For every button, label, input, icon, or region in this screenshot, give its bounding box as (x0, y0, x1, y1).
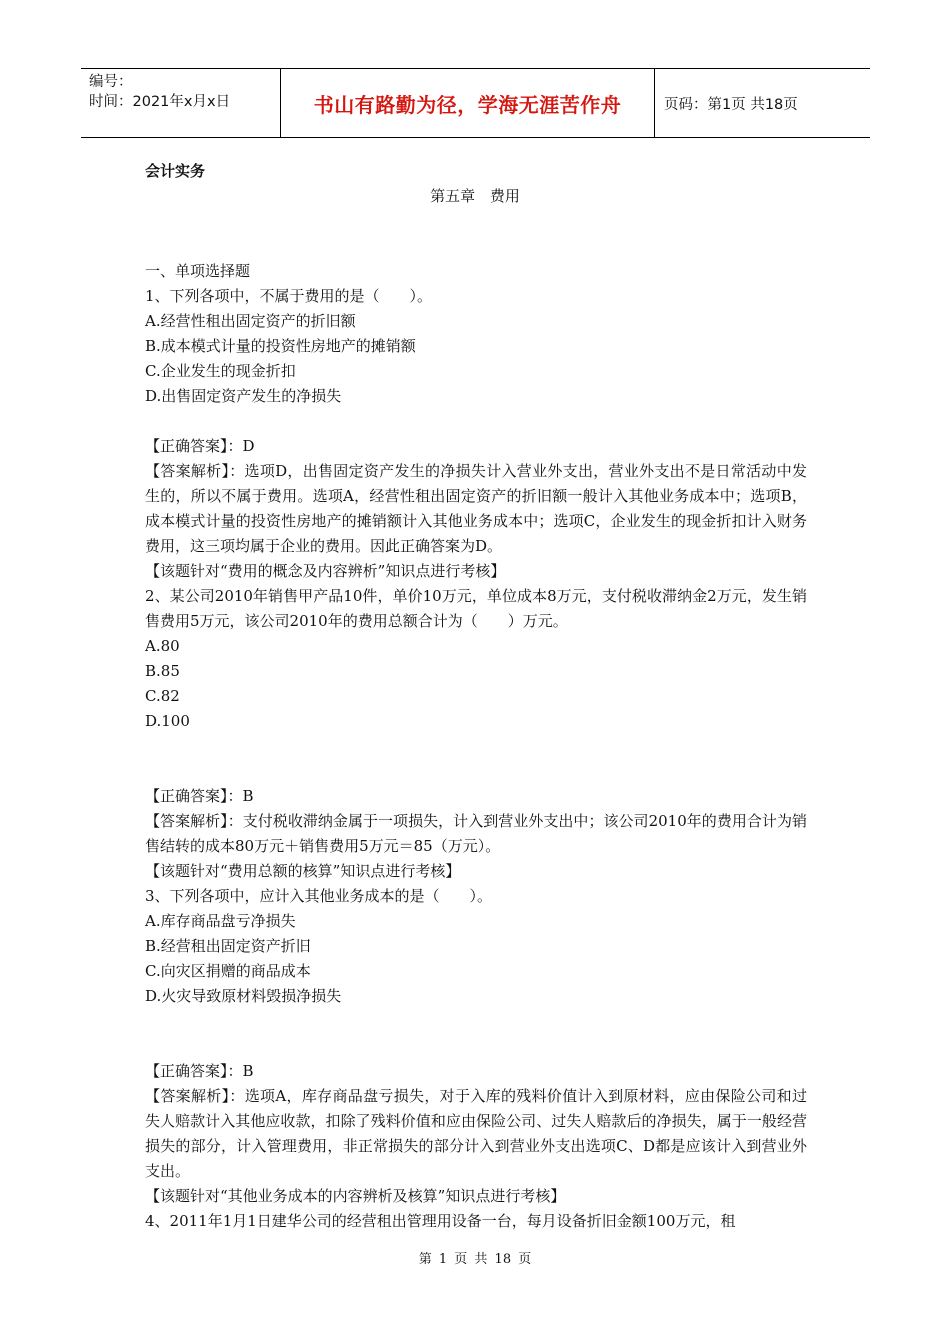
topic-note: 【该题针对“费用的概念及内容辨析”知识点进行考核】 (145, 562, 506, 580)
question-stem: 3、下列各项中，应计入其他业务成本的是（ ）。 (145, 887, 493, 905)
topic-note: 【该题针对“费用总额的核算”知识点进行考核】 (145, 862, 461, 880)
option: C.82 (145, 687, 180, 705)
header-date: 时间：2021年x月x日 (89, 94, 231, 110)
document-body (145, 259, 807, 1234)
option: D.火灾导致原材料毁损净损失 (145, 987, 342, 1005)
option: D.出售固定资产发生的净损失 (145, 387, 342, 405)
page-footer: 第 1 页 共 18 页 (418, 1252, 532, 1267)
header-number: 编号： (89, 74, 133, 90)
answer-analysis: 【答案解析】：支付税收滞纳金属于一项损失，计入到营业外支出中；该公司2010年的费用合计为销售结转的成本80万元＋销售费用5万元＝85（万元）。 (145, 812, 807, 855)
doc-title: 会计实务 (145, 162, 206, 180)
answer-analysis: 【答案解析】：选项A，库存商品盘亏损失，对于入库的残料价值计入到原材料，应由保险公司和过失人赔款计入其他应收款，扣除了残料价值和应由保险公司、过失人赔款后的净损失，属于一般经营损失的部分，计入管理费用，非正常损失的部分计入到营业外支出选项C、D都是应该计入到营业外支出。 (145, 1087, 807, 1180)
topic-note: 【该题针对“其他业务成本的内容辨析及核算”知识点进行考核】 (145, 1187, 566, 1205)
option: D.100 (145, 712, 190, 730)
question-stem: 2、某公司2010年销售甲产品10件，单价10万元，单位成本8万元，支付税收滞纳金2万元，发生销售费用5万元，该公司2010年的费用总额合计为（ ）万元。 (145, 587, 807, 630)
question-stem: 1、下列各项中，不属于费用的是（ ）。 (145, 287, 433, 305)
page-header (81, 68, 870, 138)
chapter-title: 第五章 费用 (430, 187, 520, 205)
option: A.库存商品盘亏净损失 (145, 912, 296, 930)
option: C.企业发生的现金折扣 (145, 362, 296, 380)
header-page-info: 页码：第1页 共18页 (664, 96, 798, 113)
header-motto: 书山有路勤为径，学海无涯苦作舟 (281, 69, 655, 137)
header-meta (81, 69, 281, 137)
option: B.经营租出固定资产折旧 (145, 937, 311, 955)
correct-answer: 【正确答案】：D (145, 437, 255, 455)
correct-answer: 【正确答案】：B (145, 787, 254, 805)
option: A.80 (145, 637, 180, 655)
section-title: 一、单项选择题 (145, 262, 251, 280)
option: B.成本模式计量的投资性房地产的摊销额 (145, 337, 416, 355)
answer-analysis: 【答案解析】：选项D，出售固定资产发生的净损失计入营业外支出，营业外支出不是日常活动中发生的，所以不属于费用。选项A，经营性租出固定资产的折旧额一般计入其他业务成本中；选项B，成本模式计量的投资性房地产的摊销额计入其他业务成本中；选项C，企业发生的现金折扣计入财务费用，这三项均属于企业的费用。因此正确答案为D。 (145, 462, 807, 555)
option: B.85 (145, 662, 180, 680)
option: A.经营性租出固定资产的折旧额 (145, 312, 356, 330)
correct-answer: 【正确答案】：B (145, 1062, 254, 1080)
question-stem: 4、2011年1月1日建华公司的经营租出管理用设备一台，每月设备折旧金额100万元，租 (145, 1212, 736, 1230)
option: C.向灾区捐赠的商品成本 (145, 962, 311, 980)
